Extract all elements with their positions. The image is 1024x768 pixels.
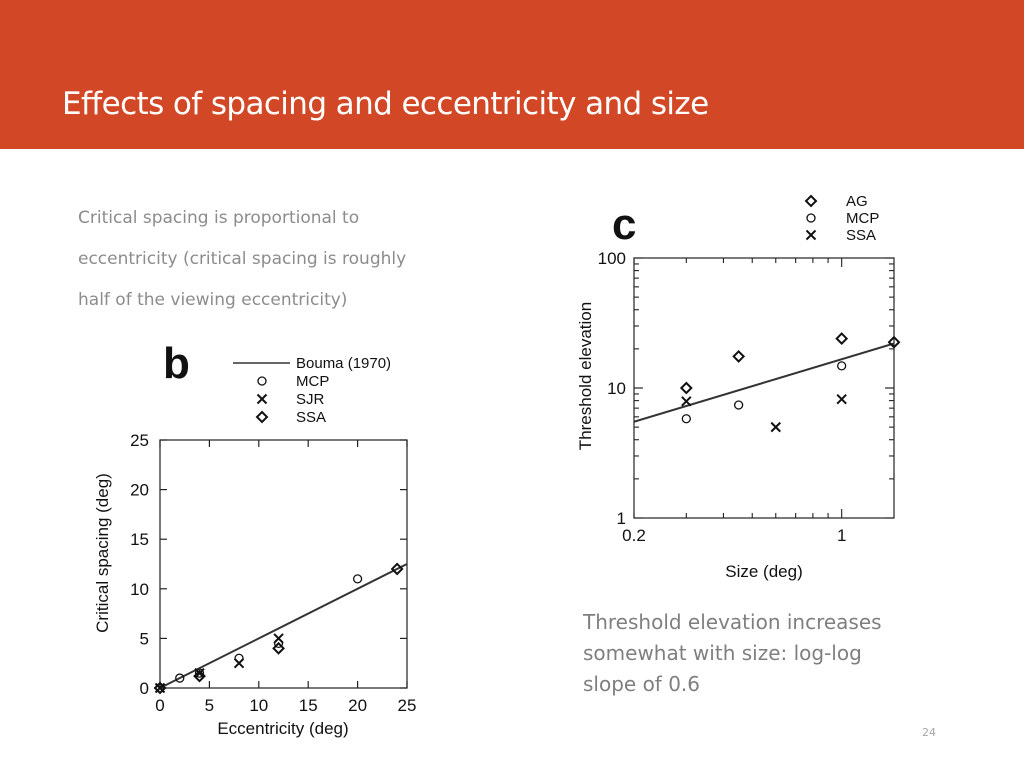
point-ssa xyxy=(682,397,691,406)
intro-line: eccentricity (critical spacing is roughly xyxy=(78,249,407,269)
x-axis-label: Eccentricity (deg) xyxy=(217,719,349,738)
intro-line: half of the viewing eccentricity) xyxy=(78,290,348,310)
legend-label: SSA xyxy=(296,409,327,426)
point-ssa xyxy=(771,423,780,432)
point-ssa xyxy=(837,395,846,404)
point-ag xyxy=(681,383,691,393)
x-tick-label: 0 xyxy=(155,696,165,715)
y-tick-label: 5 xyxy=(139,629,149,649)
legend-label: MCP xyxy=(846,210,880,227)
legend-label: SJR xyxy=(296,391,325,408)
y-tick-label: 100 xyxy=(597,249,626,268)
x-axis-label: Size (deg) xyxy=(725,562,803,581)
legend-marker xyxy=(258,395,267,404)
plot-frame xyxy=(634,258,894,518)
intro-line: Critical spacing is proportional to xyxy=(78,208,360,228)
point-mcp xyxy=(354,575,362,583)
panel-label: c xyxy=(612,200,637,249)
point-ag xyxy=(734,351,744,361)
plot-frame xyxy=(160,440,407,688)
x-tick-label: 15 xyxy=(298,696,318,715)
caption-line: slope of 0.6 xyxy=(583,672,701,696)
x-tick-label: 10 xyxy=(249,696,269,715)
legend-marker xyxy=(257,412,267,422)
point-sjr xyxy=(274,634,283,643)
point-sjr xyxy=(235,659,244,668)
y-tick-label: 10 xyxy=(607,379,626,398)
legend-marker xyxy=(258,377,266,385)
legend-marker xyxy=(807,214,815,222)
x-tick-label: 25 xyxy=(397,696,417,715)
slide-title: Effects of spacing and eccentricity and size xyxy=(62,86,709,122)
legend-label: AG xyxy=(846,193,868,210)
point-ag xyxy=(837,334,847,344)
legend-label: SSA xyxy=(846,227,877,244)
panel-label: b xyxy=(163,339,190,388)
x-tick-label: 5 xyxy=(204,696,215,715)
legend-marker xyxy=(806,196,816,206)
legend-label: Bouma (1970) xyxy=(296,355,392,372)
y-tick-label: 20 xyxy=(130,480,149,500)
legend-marker xyxy=(807,231,816,240)
x-tick-label: 0.2 xyxy=(622,526,646,545)
point-mcp xyxy=(682,415,690,423)
y-axis-label: Threshold elevation xyxy=(576,301,595,451)
fit-line xyxy=(634,343,894,421)
x-tick-label: 20 xyxy=(348,696,368,715)
y-tick-label: 25 xyxy=(130,431,149,450)
y-tick-label: 10 xyxy=(130,579,149,599)
y-tick-label: 0 xyxy=(139,679,149,698)
point-mcp xyxy=(838,362,846,370)
legend-label: MCP xyxy=(296,373,330,390)
page-number: 24 xyxy=(922,726,936,739)
y-tick-label: 15 xyxy=(130,530,149,550)
y-axis-label: Critical spacing (deg) xyxy=(93,473,112,633)
caption-line: somewhat with size: log-log xyxy=(583,641,862,665)
caption-line: Threshold elevation increases xyxy=(583,610,882,634)
y-tick-label: 1 xyxy=(616,509,626,528)
point-mcp xyxy=(735,401,743,409)
x-tick-label: 1 xyxy=(836,526,847,545)
